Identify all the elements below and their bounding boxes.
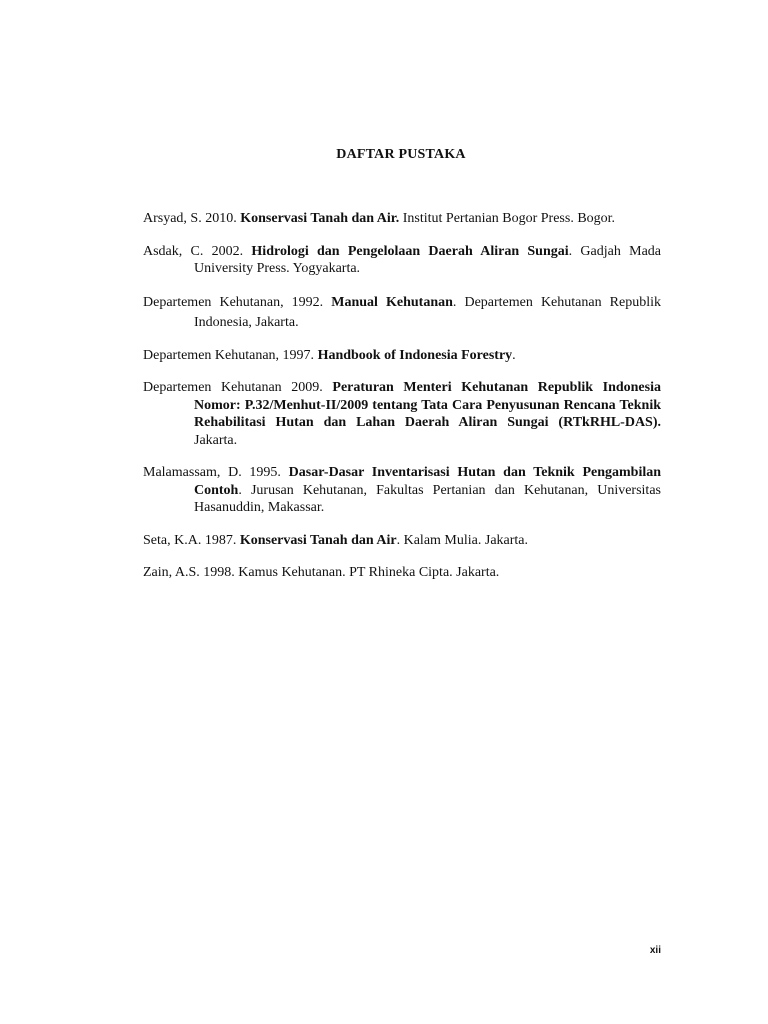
- reference-title: Hidrologi dan Pengelolaan Daerah Aliran Sungai: [251, 243, 569, 259]
- reference-item: [143, 464, 661, 517]
- reference-publisher: Jakarta.: [194, 432, 238, 448]
- reference-publisher: . Gadjah Mada University Press. Yogyakarta.: [194, 243, 661, 276]
- page-title: DAFTAR PUSTAKA: [336, 147, 466, 162]
- page-number: xii: [649, 945, 661, 956]
- reference-item: [143, 532, 661, 550]
- reference-item: [143, 210, 661, 228]
- reference-author-year: Seta, K.A. 1987.: [143, 532, 240, 548]
- reference-author-year: Departemen Kehutanan, 1997.: [143, 347, 318, 363]
- reference-title: Peraturan Menteri Kehutanan Republik Indonesia Nomor: P.32/Menhut-II/2009 tentang Tata Cara Penyusunan Rencana Teknik Rehabilitasi Hutan dan Lahan Daerah Aliran Sungai (RTkRHL-DAS).: [194, 380, 661, 430]
- reference-title: Manual Kehutanan: [331, 294, 453, 310]
- reference-title: Konservasi Tanah dan Air: [239, 532, 397, 548]
- reference-publisher: . Jurusan Kehutanan, Fakultas Pertanian dan Kehutanan, Universitas Hasanuddin, Makassar.: [194, 482, 661, 515]
- reference-item: [143, 243, 661, 278]
- reference-text: Zain, A.S. 1998. Kamus Kehutanan. PT Rhineka Cipta. Jakarta.: [143, 565, 500, 580]
- reference-list: [143, 210, 661, 597]
- reference-author-year: Departemen Kehutanan, 1992.: [143, 294, 332, 310]
- reference-title: Handbook of Indonesia Forestry: [317, 347, 513, 363]
- reference-item: [143, 564, 661, 582]
- reference-title: Konservasi Tanah dan Air.: [240, 211, 400, 226]
- reference-author-year: Asdak, C. 2002.: [143, 243, 252, 259]
- reference-publisher: . Kalam Mulia. Jakarta.: [396, 532, 529, 548]
- reference-publisher: . Departemen Kehutanan Republik Indonesia, Jakarta.: [194, 294, 661, 330]
- reference-author-year: Departemen Kehutanan 2009.: [143, 380, 333, 395]
- reference-item: [143, 347, 661, 365]
- reference-item: [143, 379, 661, 449]
- reference-author-year: Arsyad, S. 2010.: [143, 211, 241, 226]
- reference-item: [143, 293, 661, 333]
- reference-publisher: .: [512, 347, 516, 363]
- reference-title: Dasar-Dasar Inventarisasi Hutan dan Teknik Pengambilan Contoh: [194, 465, 662, 498]
- reference-author-year: Malamassam, D. 1995.: [143, 465, 289, 480]
- reference-publisher: Institut Pertanian Bogor Press. Bogor.: [399, 211, 616, 226]
